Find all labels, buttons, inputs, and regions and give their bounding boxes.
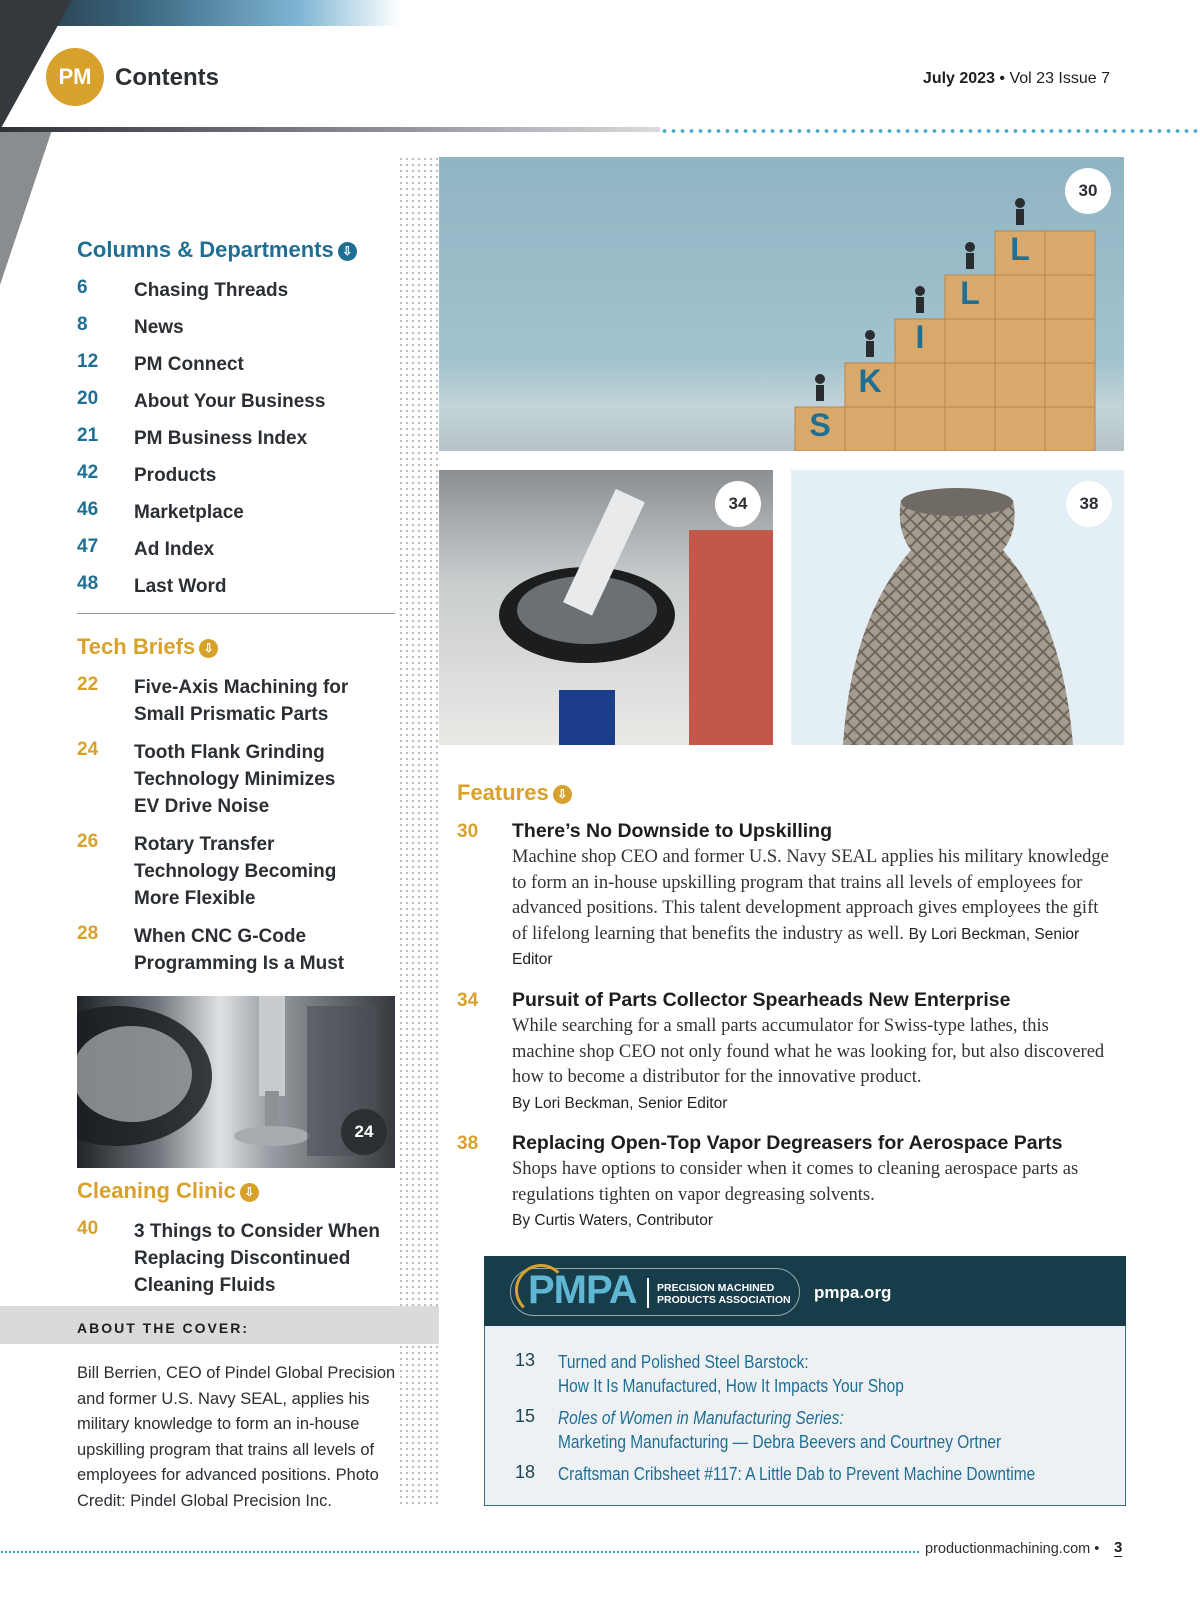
chevron-down-icon: ⇩ (553, 785, 572, 804)
pmpa-title-line: Turned and Polished Steel Barstock: (558, 1352, 809, 1372)
toc-title-line: Rotary Transfer (134, 834, 275, 855)
issue-separator: • (994, 70, 1010, 87)
feature-page-number: 30 (457, 821, 479, 842)
pmpa-title-line: Marketing Manufacturing — Debra Beevers and Courtney Ortner (558, 1432, 1002, 1452)
pm-logo: PM (46, 48, 104, 106)
pmpa-logo-divider (647, 1278, 649, 1308)
toc-page-number: 46 (77, 499, 99, 520)
page-title: Contents (115, 64, 219, 91)
pmpa-title (558, 1350, 904, 1398)
page-badge: 24 (341, 1109, 387, 1155)
skill-letter: L (960, 275, 980, 311)
skill-blocks-illustration (439, 157, 1124, 451)
section-heading-text: Tech Briefs (77, 634, 196, 659)
toc-title: PM Business Index (134, 428, 308, 449)
toc-title-line: Programming Is a Must (134, 953, 345, 974)
grinding-photo (77, 996, 395, 1168)
chevron-down-icon: ⇩ (199, 639, 218, 658)
toc-title-line: More Flexible (134, 888, 256, 909)
section-heading-text: Cleaning Clinic (77, 1178, 236, 1203)
toc-page-number: 40 (77, 1218, 99, 1239)
toc-title (134, 831, 336, 912)
section-heading-text: Columns & Departments (77, 237, 334, 262)
toc-title: Ad Index (134, 539, 215, 560)
feature-page-number: 34 (457, 990, 479, 1011)
footer-separator: • (1094, 1541, 1100, 1557)
page-badge: 30 (1065, 168, 1111, 214)
feature-title[interactable]: There’s No Downside to Upskilling (512, 820, 832, 842)
feature-description (512, 1014, 1112, 1116)
pmpa-association-name (657, 1282, 807, 1306)
page-number: 3 (1114, 1539, 1123, 1556)
feature-byline: By Lori Beckman, Senior Editor (512, 925, 1080, 968)
feature-description (512, 845, 1112, 973)
skill-blocks-photo (439, 157, 1124, 451)
toc-title (134, 674, 348, 728)
feature-description-text: Machine shop CEO and former U.S. Navy SEAL applies his military knowledge to form an in-house upskilling program that trains all levels of employees for advanced positions. This talent development approach gives employees the gift of lifelong learning that benefits the industry as well. (512, 847, 1109, 944)
pmpa-url[interactable]: pmpa.org (814, 1283, 892, 1302)
toc-title: About Your Business (134, 391, 326, 412)
toc-title-line: Cleaning Fluids (134, 1275, 276, 1296)
columns-departments-heading (77, 237, 357, 263)
toc-page-number: 28 (77, 923, 99, 944)
feature-byline: By Curtis Waters, Contributor (512, 1212, 713, 1229)
toc-page-number: 24 (77, 739, 99, 760)
toc-title-line: 3 Things to Consider When (134, 1221, 380, 1242)
toc-page-number: 22 (77, 674, 99, 695)
toc-title-line: Technology Minimizes (134, 769, 336, 790)
toc-title-line: Replacing Discontinued (134, 1248, 351, 1269)
tech-briefs-heading (77, 634, 218, 660)
section-divider (77, 613, 395, 614)
skill-letter: I (915, 319, 925, 355)
toc-title: News (134, 317, 184, 338)
toc-title-line: Technology Becoming (134, 861, 337, 882)
pmpa-association-line: PRECISION MACHINED (657, 1282, 775, 1294)
pmpa-logo: PMPA (528, 1268, 637, 1312)
toc-title-line: When CNC G-Code (134, 926, 307, 947)
toc-title-line: Five-Axis Machining for (134, 677, 349, 698)
toc-title-line: EV Drive Noise (134, 796, 270, 817)
toc-page-number: 21 (77, 425, 99, 446)
feature-title[interactable]: Replacing Open-Top Vapor Degreasers for Aerospace Parts (512, 1132, 1063, 1154)
toc-page-number: 8 (77, 314, 88, 335)
issue-volume: Vol 23 Issue 7 (1009, 70, 1110, 87)
toc-page-number: 6 (77, 277, 88, 298)
toc-page-number: 47 (77, 536, 99, 557)
toc-page-number: 20 (77, 388, 99, 409)
toc-title: Products (134, 465, 217, 486)
chevron-down-icon: ⇩ (240, 1183, 259, 1202)
pmpa-page-number: 15 (515, 1406, 536, 1426)
pmpa-page-number: 18 (515, 1462, 536, 1482)
pmpa-page-number: 13 (515, 1350, 536, 1370)
pmpa-title-line: Roles of Women in Manufacturing Series: (558, 1408, 844, 1428)
toc-title: Last Word (134, 576, 227, 597)
skill-letter: S (809, 407, 831, 443)
header-rule (0, 127, 660, 132)
issue-info (923, 70, 1110, 88)
toc-page-number: 42 (77, 462, 99, 483)
toc-title (134, 923, 344, 977)
toc-title-line: Tooth Flank Grinding (134, 742, 325, 763)
feature-byline: By Lori Beckman, Senior Editor (512, 1094, 728, 1112)
footer-dot-rule (0, 1550, 920, 1554)
pmpa-title (558, 1462, 1035, 1486)
header-grey-wedge (0, 130, 52, 285)
about-cover-label: ABOUT THE COVER: (77, 1320, 249, 1336)
toc-title-line: Small Prismatic Parts (134, 704, 329, 725)
toc-title (134, 1218, 380, 1299)
toc-title: Chasing Threads (134, 280, 289, 301)
header-dot-rule (660, 128, 1200, 134)
toc-page-number: 48 (77, 573, 99, 594)
features-heading (457, 780, 572, 806)
parts-collector-photo (439, 470, 773, 745)
toc-title (134, 739, 335, 820)
feature-description-text: Shops have options to consider when it comes to cleaning aerospace parts as regulations tighten on vapor degreasing solvents. (512, 1159, 1079, 1205)
pmpa-association-line: PRODUCTS ASSOCIATION (657, 1294, 791, 1306)
toc-title: PM Connect (134, 354, 244, 375)
dotted-divider (398, 156, 440, 1506)
chevron-down-icon: ⇩ (338, 242, 357, 261)
skill-letter: L (1010, 231, 1030, 267)
footer-url-text: productionmachining.com (925, 1541, 1091, 1557)
pmpa-title-line: How It Is Manufactured, How It Impacts Your Shop (558, 1376, 904, 1396)
issue-date: July 2023 (922, 70, 995, 87)
toc-page-number: 12 (77, 351, 99, 372)
toc-page-number: 26 (77, 831, 99, 852)
page-badge: 38 (1066, 481, 1112, 527)
cleaning-clinic-heading (77, 1178, 259, 1204)
footer-url[interactable] (925, 1541, 1099, 1557)
feature-page-number: 38 (457, 1133, 479, 1154)
page-badge: 34 (715, 481, 761, 527)
vase-photo (791, 470, 1124, 745)
toc-title: Marketplace (134, 502, 244, 523)
skill-letter: K (858, 363, 882, 399)
pmpa-title (558, 1406, 1001, 1454)
section-heading-text: Features (457, 780, 549, 805)
feature-description (512, 1157, 1112, 1234)
feature-title[interactable]: Pursuit of Parts Collector Spearheads New Enterprise (512, 989, 1011, 1011)
about-cover-text: Bill Berrien, CEO of Pindel Global Precision and former U.S. Navy SEAL, applies his military knowledge to form an in-house upskilling program that trains all levels of employees for advanced positions. Photo Credit: Pindel Global Precision Inc. (77, 1364, 396, 1510)
feature-description-text: While searching for a small parts accumulator for Swiss-type lathes, this machine shop CEO not only found what he was looking for, but also discovered how to become a distributor for the innovative product. (512, 1016, 1105, 1087)
pmpa-title-line: Craftsman Cribsheet #117: A Little Dab to Prevent Machine Downtime (558, 1464, 1036, 1484)
